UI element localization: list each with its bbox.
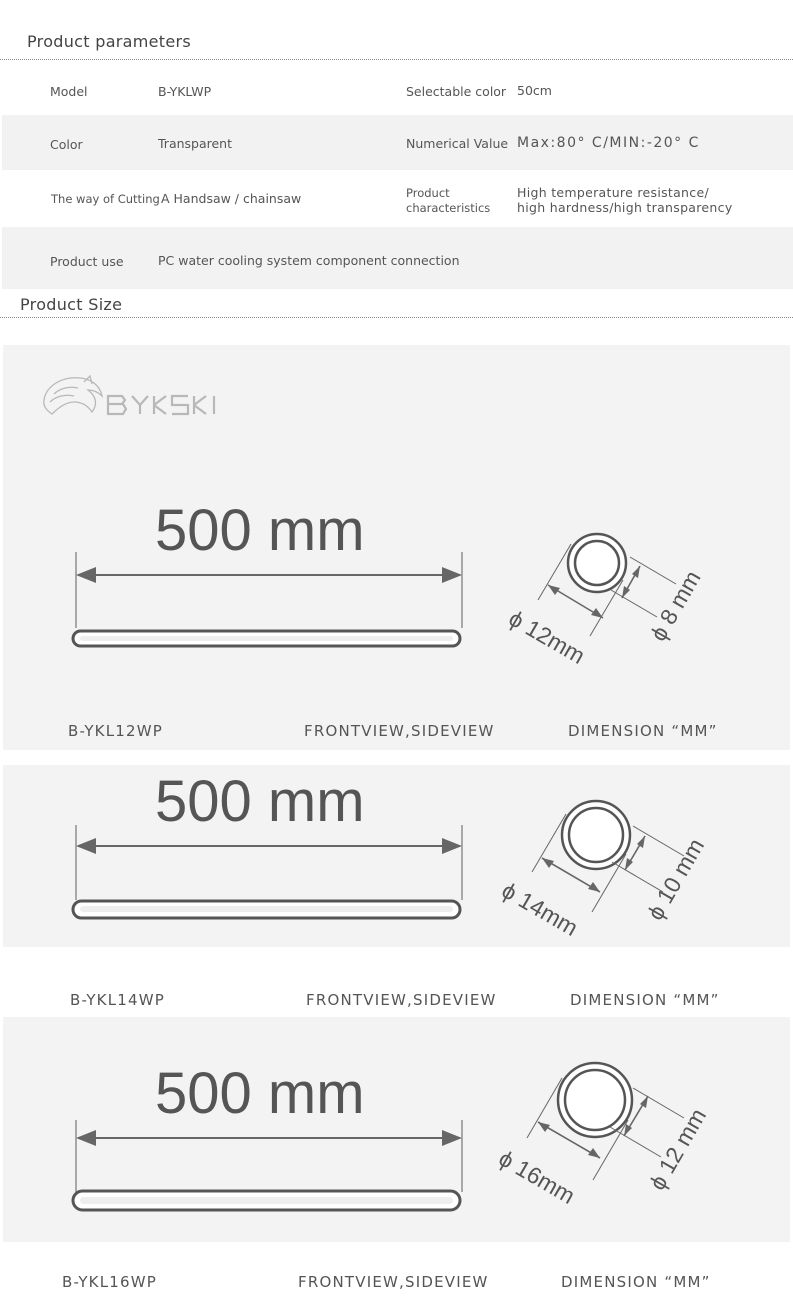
param-label: characteristics — [406, 201, 491, 215]
param-value: Max:80° C/MIN:-20° C — [517, 135, 700, 151]
param-label: Product use — [50, 254, 124, 269]
logo-text: BYKSKI — [40, 372, 44, 373]
param-value: A Handsaw / chainsaw — [161, 191, 302, 206]
model-label: B-YKL12WP — [68, 722, 164, 740]
param-label: The way of Cutting — [51, 192, 160, 206]
params-title: Product parameters — [27, 32, 192, 51]
view-label: FRONTVIEW,SIDEVIEW — [298, 1273, 489, 1291]
param-value: high hardness/high transparency — [517, 200, 733, 215]
size-title: Product Size — [20, 295, 123, 314]
view-label: FRONTVIEW,SIDEVIEW — [304, 722, 495, 740]
param-value: High temperature resistance/ — [517, 185, 709, 200]
param-label: Numerical Value — [406, 136, 509, 151]
inner-diameter-label: ϕ 8 mm — [644, 566, 706, 646]
dimension-unit-label: DIMENSION “MM” — [568, 722, 718, 740]
outer-diameter-label: ϕ 14mm — [497, 876, 583, 941]
inner-diameter-label: ϕ 10 mm — [641, 833, 710, 925]
dimension-unit-label: DIMENSION “MM” — [570, 991, 720, 1009]
param-label: Product — [406, 186, 450, 200]
param-label: Selectable color — [406, 84, 507, 99]
inner-diameter-label: ϕ 12 mm — [643, 1103, 712, 1195]
param-value: 50cm — [517, 83, 552, 98]
param-label: Model — [50, 84, 88, 99]
dimension-unit-label: DIMENSION “MM” — [561, 1273, 711, 1291]
outer-diameter-label: ϕ 16mm — [494, 1144, 580, 1209]
param-label: Color — [50, 137, 83, 152]
param-value: B-YKLWP — [158, 84, 212, 99]
length-label: 500 mm — [155, 1061, 365, 1126]
model-label: B-YKL14WP — [70, 991, 166, 1009]
model-label: B-YKL16WP — [62, 1273, 158, 1291]
length-label: 500 mm — [155, 498, 365, 563]
length-label: 500 mm — [155, 769, 365, 834]
outer-diameter-label: ϕ 12mm — [504, 604, 590, 669]
param-value: Transparent — [158, 136, 233, 151]
param-value: PC water cooling system component connection — [158, 253, 460, 268]
view-label: FRONTVIEW,SIDEVIEW — [306, 991, 497, 1009]
